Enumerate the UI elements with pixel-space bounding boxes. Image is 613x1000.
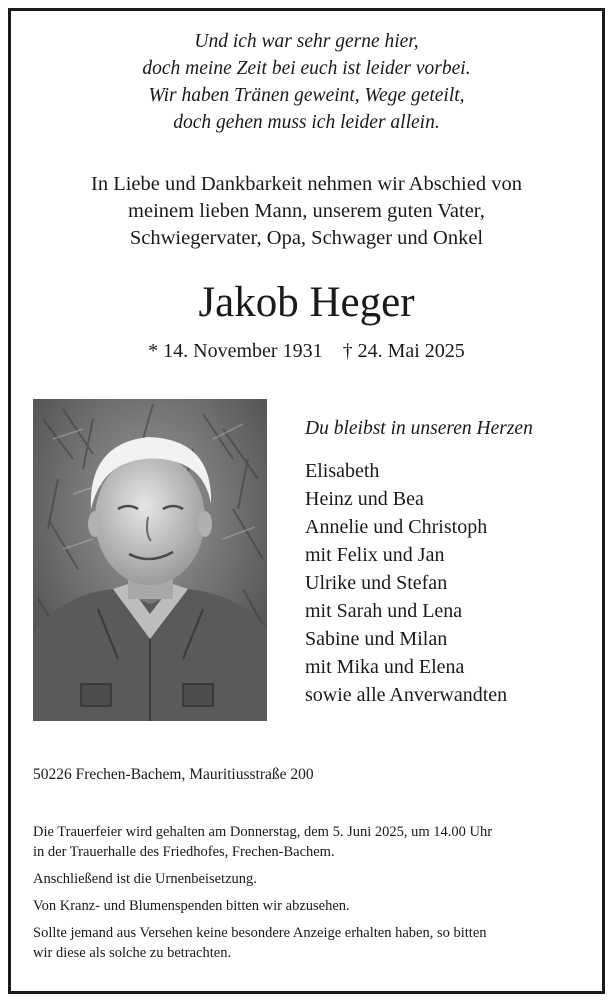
- list-item: mit Felix und Jan: [305, 544, 445, 566]
- life-dates: [0, 338, 613, 364]
- urn-note: Anschließend ist die Urnenbeisetzung.: [33, 871, 257, 887]
- list-item: Sabine und Milan: [305, 628, 448, 650]
- list-item: Ulrike und Stefan: [305, 572, 448, 594]
- poem-line: doch meine Zeit bei euch ist leider vorbei.: [142, 58, 471, 79]
- notice-line: wir diese als solche zu betrachten.: [33, 945, 232, 961]
- list-item: Annelie und Christoph: [305, 516, 488, 538]
- ceremony-line: in der Trauerhalle des Friedhofes, Frechen-Bachem.: [33, 844, 335, 860]
- poem-line: Wir haben Tränen geweint, Wege geteilt,: [148, 85, 465, 106]
- notice-line: Sollte jemand aus Versehen keine besondere Anzeige erhalten haben, so bitten: [33, 925, 487, 941]
- death-date: † 24. Mai 2025: [342, 340, 465, 362]
- mourners-list: [305, 457, 507, 709]
- portrait-photo: [33, 399, 267, 721]
- deceased-name: Jakob Heger: [198, 279, 415, 326]
- notice-note: [33, 923, 593, 963]
- list-item: mit Mika und Elena: [305, 656, 465, 678]
- list-item: Elisabeth: [305, 460, 380, 482]
- flowers-note: Von Kranz- und Blumenspenden bitten wir abzusehen.: [33, 898, 350, 914]
- intro-line: meinem lieben Mann, unserem guten Vater,: [128, 200, 485, 222]
- poem-line: Und ich war sehr gerne hier,: [194, 31, 419, 52]
- list-item: Heinz und Bea: [305, 488, 424, 510]
- list-item: sowie alle Anverwandten: [305, 684, 508, 706]
- intro-text: [0, 171, 613, 252]
- birth-date: * 14. November 1931: [148, 340, 323, 362]
- ceremony-line: Die Trauerfeier wird gehalten am Donnerstag, dem 5. Juni 2025, um 14.00 Uhr: [33, 824, 493, 840]
- intro-line: Schwiegervater, Opa, Schwager und Onkel: [129, 227, 484, 249]
- address: 50226 Frechen-Bachem, Mauritiusstraße 200: [33, 766, 314, 783]
- funeral-notes: [33, 822, 593, 970]
- poem-line: doch gehen muss ich leider allein.: [173, 112, 440, 133]
- motto: Du bleibst in unseren Herzen: [305, 418, 533, 439]
- list-item: mit Sarah und Lena: [305, 600, 463, 622]
- poem: [0, 28, 613, 136]
- ceremony-note: [33, 822, 593, 862]
- intro-line: In Liebe und Dankbarkeit nehmen wir Abschied von: [91, 173, 522, 195]
